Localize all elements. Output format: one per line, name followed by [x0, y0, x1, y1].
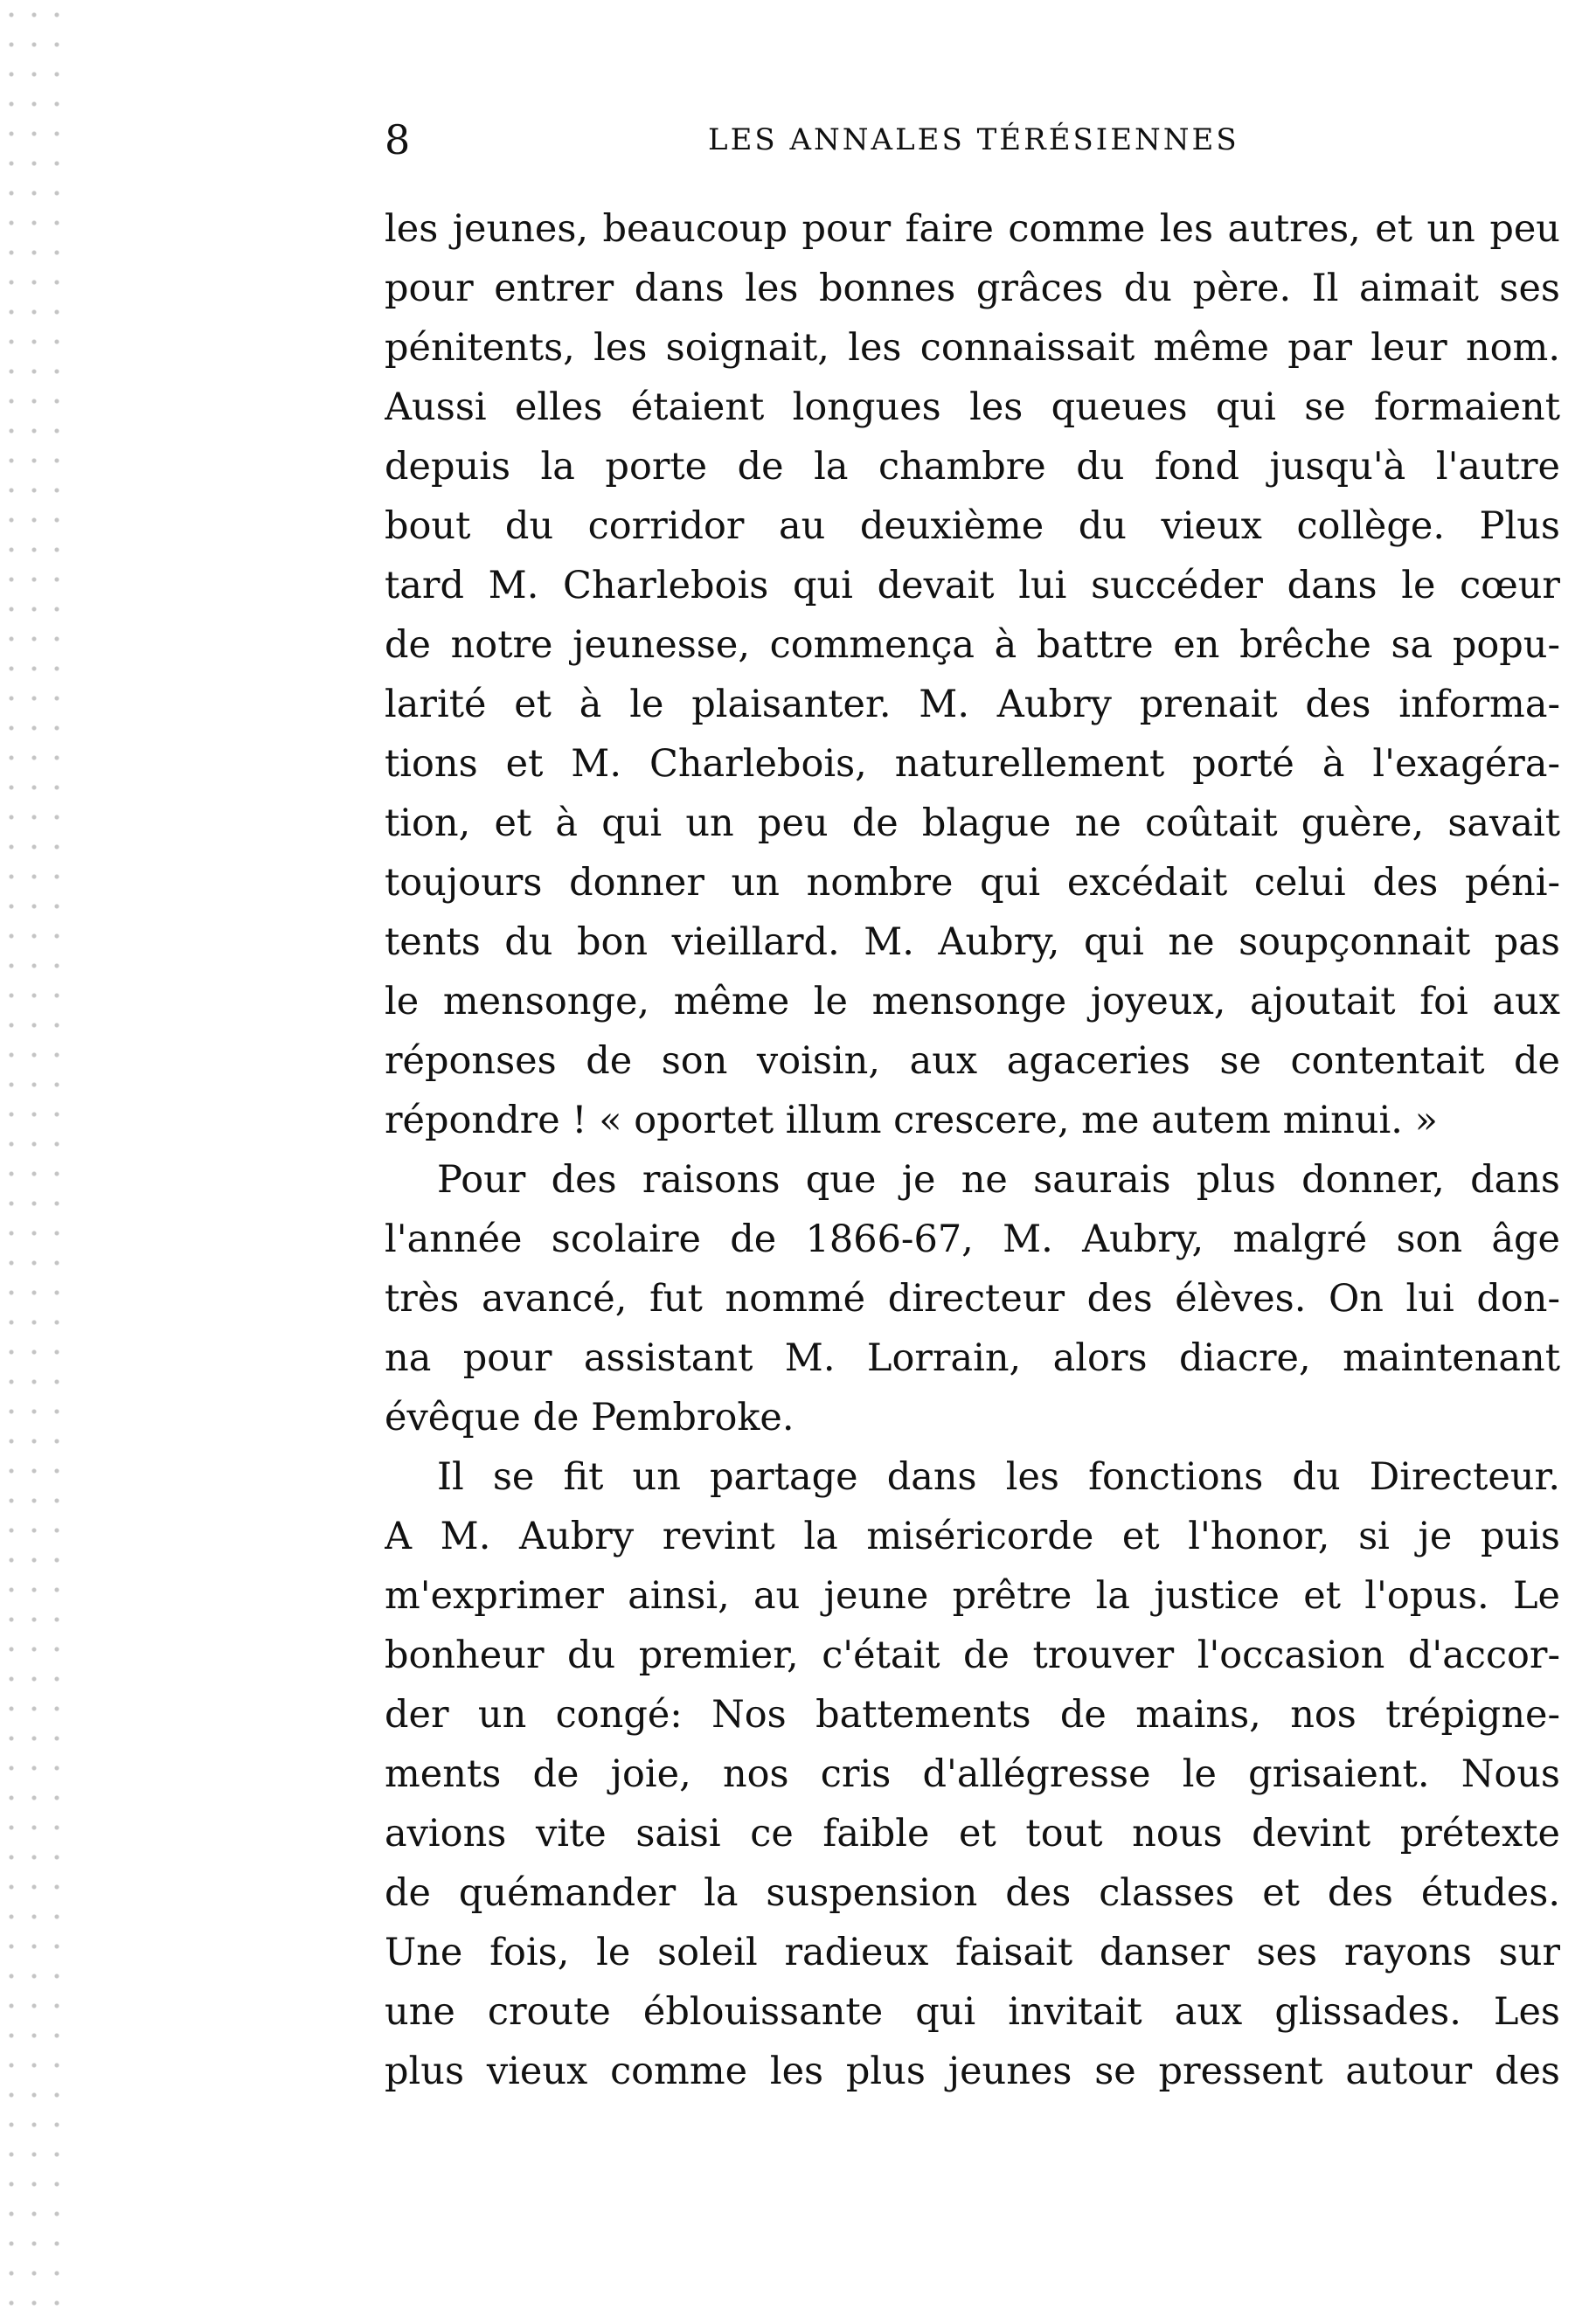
text-line: depuis la porte de la chambre du fond jusqu'à l'autre	[385, 445, 1560, 489]
text-line: A M. Aubry revint la miséricorde et l'honor, si je puis	[385, 1515, 1560, 1558]
text-line: les jeunes, beaucoup pour faire comme les autres, et un peu	[385, 207, 1560, 251]
page-header	[385, 114, 1565, 166]
text-line: tion, et à qui un peu de blague ne coûtait guère, savait	[385, 801, 1560, 845]
text-line: bout du corridor au deuxième du vieux collège. Plus	[385, 504, 1560, 548]
text-line: réponses de son voisin, aux agaceries se contentait de	[385, 1039, 1560, 1083]
text-line: évêque de Pembroke.	[385, 1396, 795, 1439]
text-line: l'année scolaire de 1866-67, M. Aubry, malgré son âge	[385, 1217, 1560, 1261]
text-line: très avancé, fut nommé directeur des élèves. On lui don-	[385, 1277, 1560, 1321]
text-line: ments de joie, nos cris d'allégresse le grisaient. Nous	[385, 1752, 1560, 1796]
text-line: plus vieux comme les plus jeunes se pressent autour des	[385, 2050, 1560, 2093]
text-line: toujours donner un nombre qui excédait celui des péni-	[385, 861, 1560, 905]
text-line: Il se fit un partage dans les fonctions du Directeur.	[437, 1455, 1560, 1499]
text-line: de notre jeunesse, commença à battre en brêche sa popu-	[385, 623, 1560, 667]
text-line: der un congé: Nos battements de mains, nos trépigne-	[385, 1693, 1560, 1737]
text-line: na pour assistant M. Lorrain, alors diacre, maintenant	[385, 1336, 1560, 1380]
text-line: Une fois, le soleil radieux faisait danser ses rayons sur	[385, 1931, 1560, 1974]
running-title: LES ANNALES TÉRÉSIENNES	[708, 122, 1239, 157]
text-line: le mensonge, même le mensonge joyeux, ajoutait foi aux	[385, 980, 1560, 1023]
text-line: larité et à le plaisanter. M. Aubry prenait des informa-	[385, 683, 1560, 726]
text-line: avions vite saisi ce faible et tout nous devint prétexte	[385, 1812, 1560, 1856]
text-line: Aussi elles étaient longues les queues qui se formaient	[385, 385, 1560, 429]
text-line: de quémander la suspension des classes et des études.	[385, 1871, 1560, 1915]
body-text	[385, 199, 1560, 2101]
text-line: pour entrer dans les bonnes grâces du père. Il aimait ses	[385, 267, 1560, 310]
text-line: tard M. Charlebois qui devait lui succéder dans le cœur	[385, 564, 1560, 607]
text-line: pénitents, les soignait, les connaissait même par leur nom.	[385, 326, 1560, 370]
page-number: 8	[385, 116, 411, 163]
text-line: tions et M. Charlebois, naturellement porté à l'exagéra-	[385, 742, 1560, 786]
scan-gutter-noise	[0, 0, 70, 2317]
text-line: une croute éblouissante qui invitait aux glissades. Les	[385, 1990, 1560, 2034]
text-line: m'exprimer ainsi, au jeune prêtre la justice et l'opus. Le	[385, 1574, 1560, 1618]
text-line: tents du bon vieillard. M. Aubry, qui ne soupçonnait pas	[385, 920, 1560, 964]
text-line: Pour des raisons que je ne saurais plus donner, dans	[437, 1158, 1560, 1202]
text-line: répondre ! « oportet illum crescere, me autem minui. »	[385, 1099, 1438, 1142]
text-line: bonheur du premier, c'était de trouver l'occasion d'accor-	[385, 1634, 1560, 1677]
